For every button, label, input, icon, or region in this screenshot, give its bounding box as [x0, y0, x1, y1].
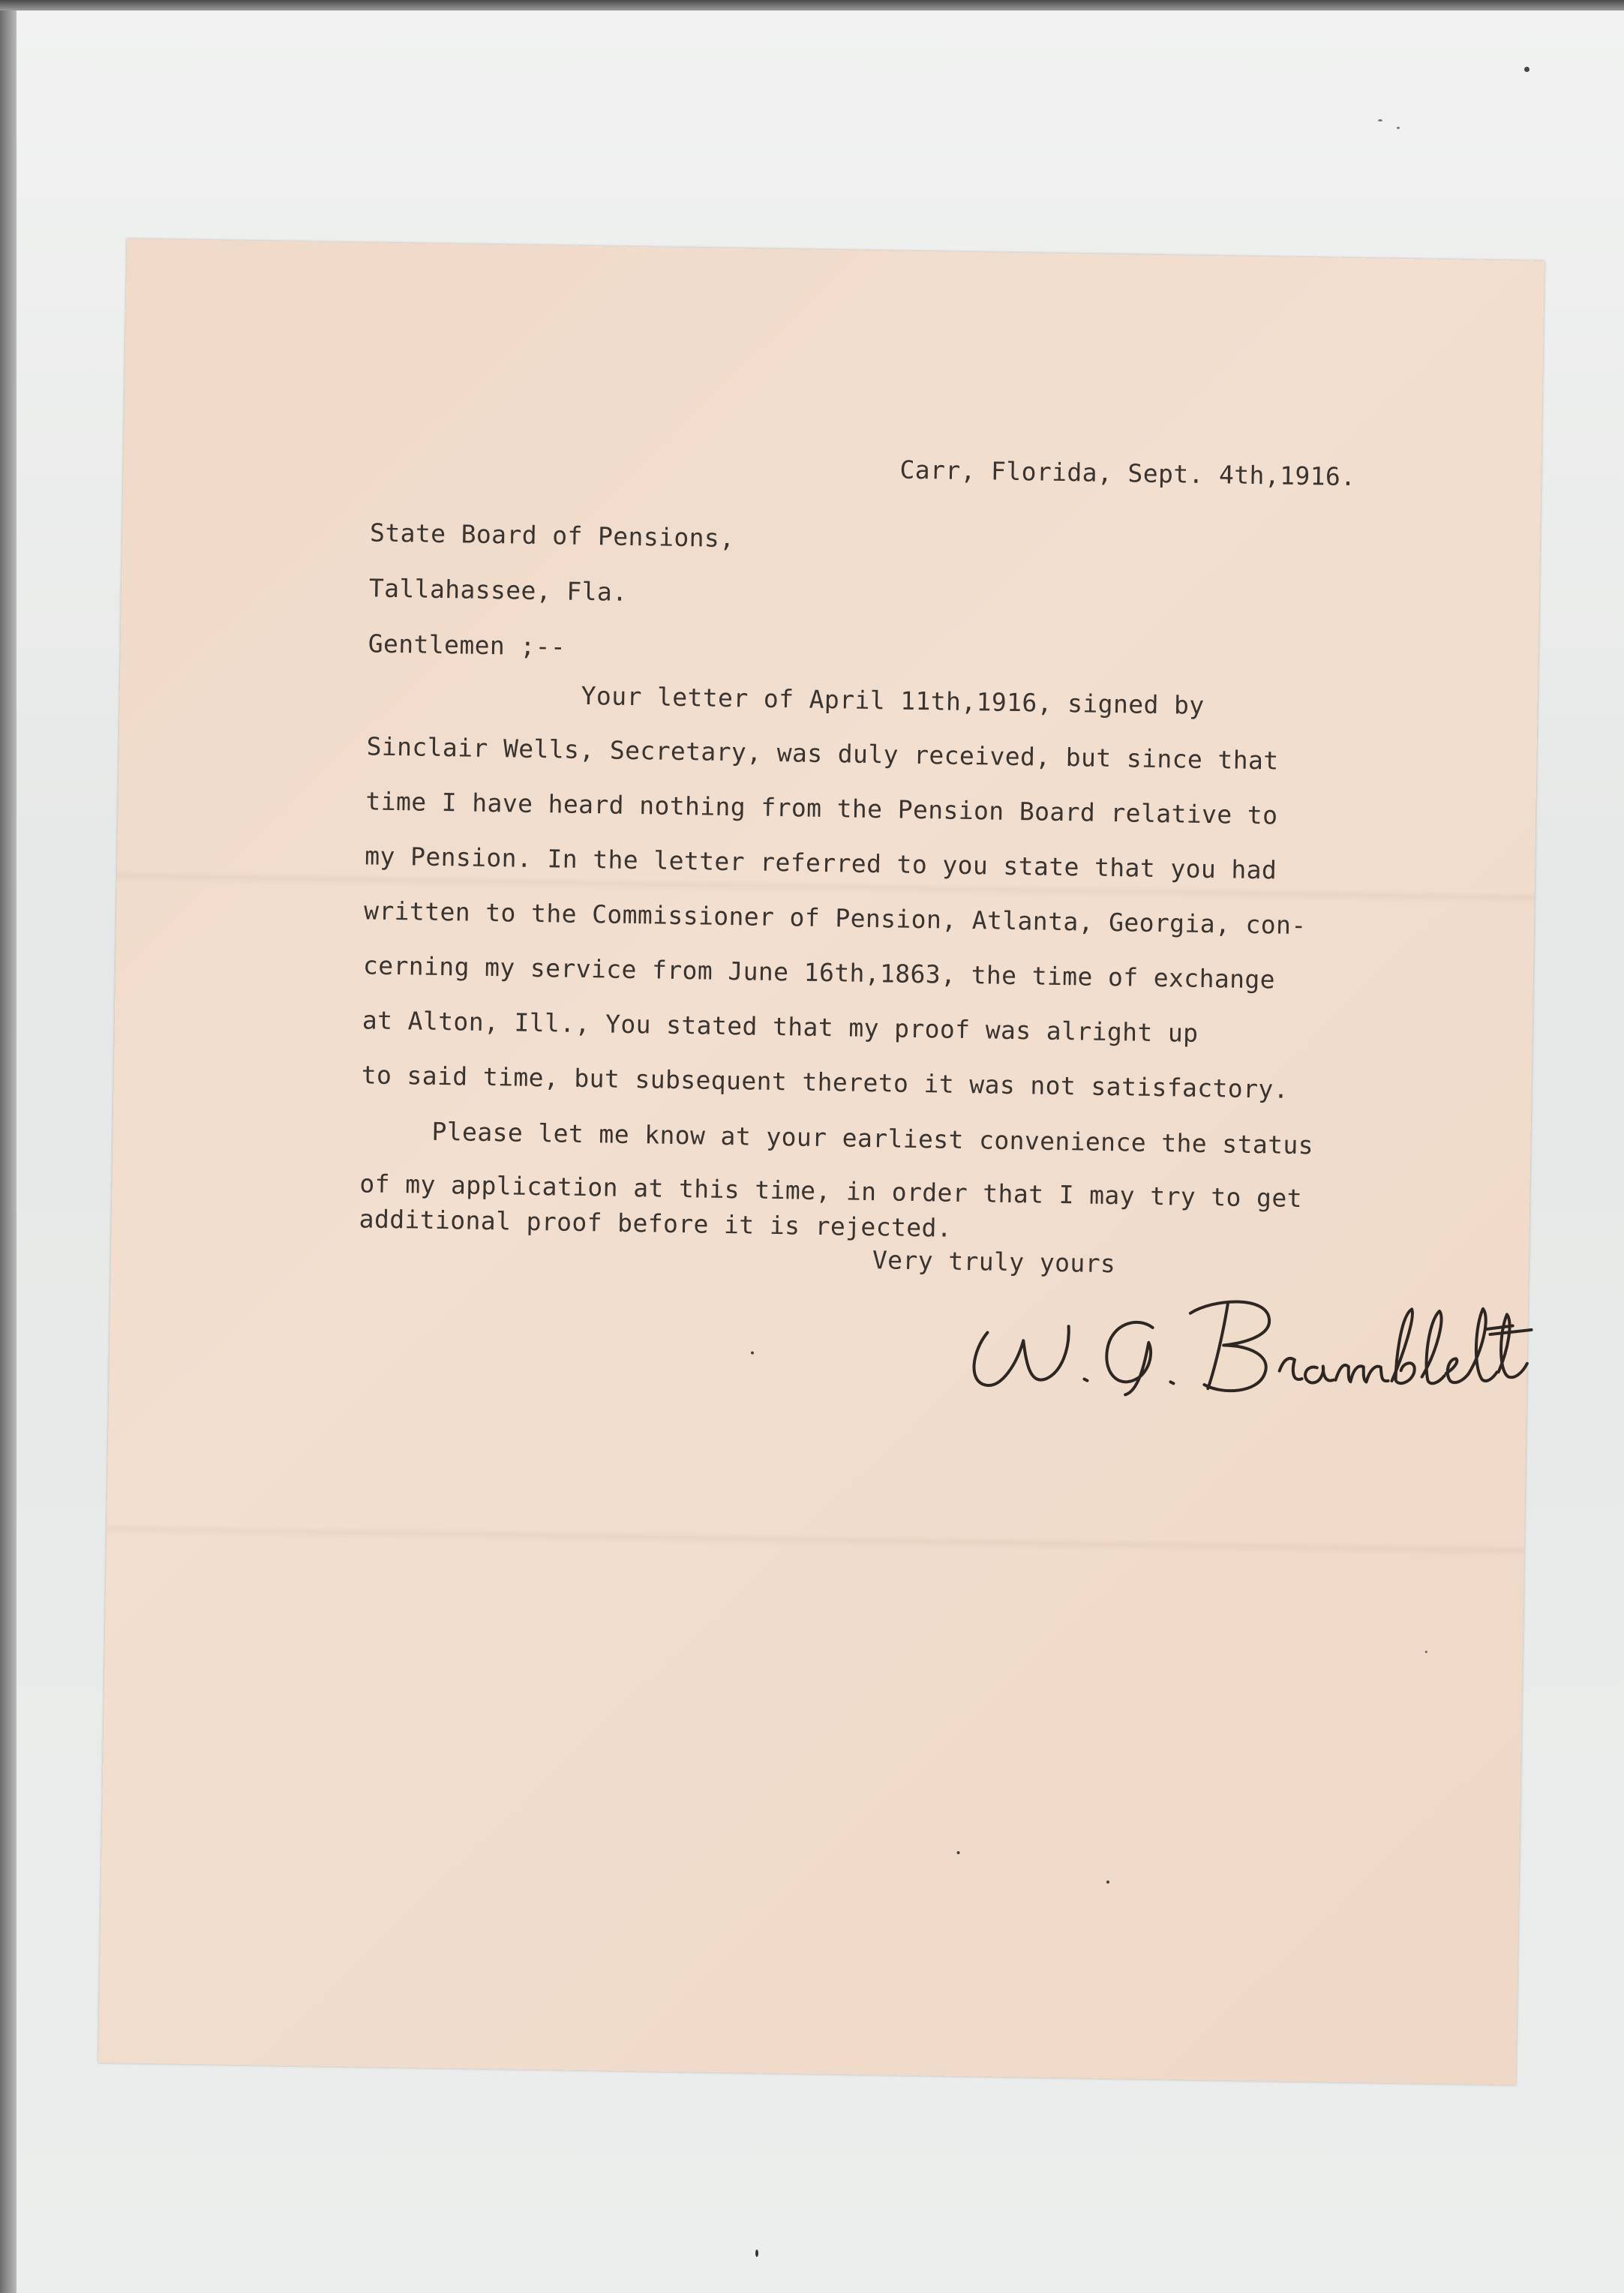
body-line: cerning my service from June 16th,1863, the time of exchange	[362, 950, 1276, 995]
body-line: Your letter of April 11th,1916, signed by	[581, 680, 1205, 720]
body-line: written to the Commissioner of Pension, Atlanta, Georgia, con-	[363, 896, 1307, 941]
handwritten-signature	[964, 1280, 1535, 1409]
body-line: time I have heard nothing from the Pension Board relative to	[365, 786, 1278, 830]
paper-speck	[751, 1352, 754, 1355]
scanner-left-edge	[0, 11, 17, 2293]
paper-speck	[1425, 1651, 1427, 1653]
body-line: my Pension. In the letter referred to you state that you had	[365, 841, 1277, 885]
body-line: to said time, but subsequent thereto it was not satisfactory.	[361, 1060, 1289, 1104]
addressee-line: State Board of Pensions,	[369, 518, 735, 554]
dust-speck	[1524, 67, 1529, 72]
body-line: at Alton, Ill., You stated that my proof was alright up	[362, 1005, 1199, 1048]
dateline: Carr, Florida, Sept. 4th,1916.	[899, 455, 1356, 492]
dust-speck	[755, 2249, 758, 2257]
salutation: Gentlemen ;--	[368, 629, 566, 662]
paper-speck	[1106, 1880, 1109, 1883]
dust-speck	[1397, 127, 1400, 129]
closing: Very truly yours	[872, 1245, 1116, 1279]
scanner-top-edge	[0, 0, 1624, 11]
letter-sheet	[98, 239, 1544, 2084]
body-line: Please let me know at your earliest convenience the status	[431, 1116, 1314, 1160]
dust-speck	[1378, 119, 1382, 122]
addressee-line: Tallahassee, Fla.	[368, 573, 628, 607]
body-line: additional proof before it is rejected.	[359, 1204, 953, 1243]
paper-speck	[957, 1851, 960, 1854]
body-line: of my application at this time, in order that I may try to get	[359, 1169, 1303, 1214]
body-line: Sinclair Wells, Secretary, was duly received, but since that	[366, 731, 1279, 776]
